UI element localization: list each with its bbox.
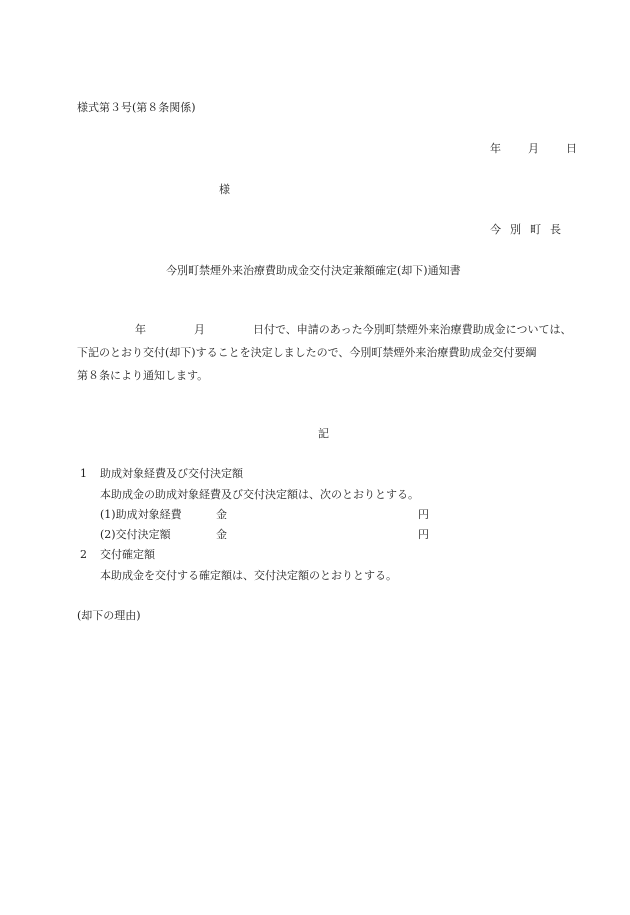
document-title: 今別町禁煙外来治療費助成金交付決定兼額確定(却下)通知書 <box>166 264 461 277</box>
grant-decision-unit: 円 <box>418 528 429 541</box>
item-1-description: 本助成金の助成対象経費及び交付決定額は、次のとおりとする。 <box>100 488 419 501</box>
body-line-2: 下記のとおり交付(却下)することを決定しましたので、今別町禁煙外来治療費助成金交付要綱 <box>77 346 537 359</box>
subsidy-expense-label: (1)助成対象経費 <box>100 508 182 521</box>
item-1-number: 1 <box>80 467 87 480</box>
addressee-suffix: 様 <box>219 183 230 196</box>
date-year: 年 <box>490 142 501 155</box>
date-day: 日 <box>566 142 577 155</box>
body-year: 年 <box>135 323 146 336</box>
body-month: 月 <box>194 323 205 336</box>
subsidy-expense-prefix: 金 <box>216 508 227 521</box>
grant-decision-prefix: 金 <box>216 528 227 541</box>
body-line-1 <box>135 323 571 337</box>
body-line-3: 第８条により通知します。 <box>77 369 209 382</box>
date-month: 月 <box>528 142 539 155</box>
rejection-reason-label: (却下の理由) <box>77 609 141 622</box>
ki-heading: 記 <box>318 427 329 440</box>
item-2-description: 本助成金を交付する確定額は、交付決定額のとおりとする。 <box>100 569 397 582</box>
item-2-heading: 交付確定額 <box>100 548 155 561</box>
item-2-number: 2 <box>80 548 87 561</box>
grant-decision-label: (2)交付決定額 <box>100 528 171 541</box>
issuer: 今別町長 <box>490 223 570 236</box>
date-line <box>490 142 577 156</box>
grant-decision-row <box>100 528 429 542</box>
subsidy-expense-row <box>100 508 429 522</box>
body-line-1-text: 日付で、申請のあった今別町禁煙外来治療費助成金については、 <box>253 323 572 336</box>
subsidy-expense-unit: 円 <box>418 508 429 521</box>
item-1-heading: 助成対象経費及び交付決定額 <box>100 467 243 480</box>
form-number: 様式第３号(第８条関係) <box>77 101 196 114</box>
